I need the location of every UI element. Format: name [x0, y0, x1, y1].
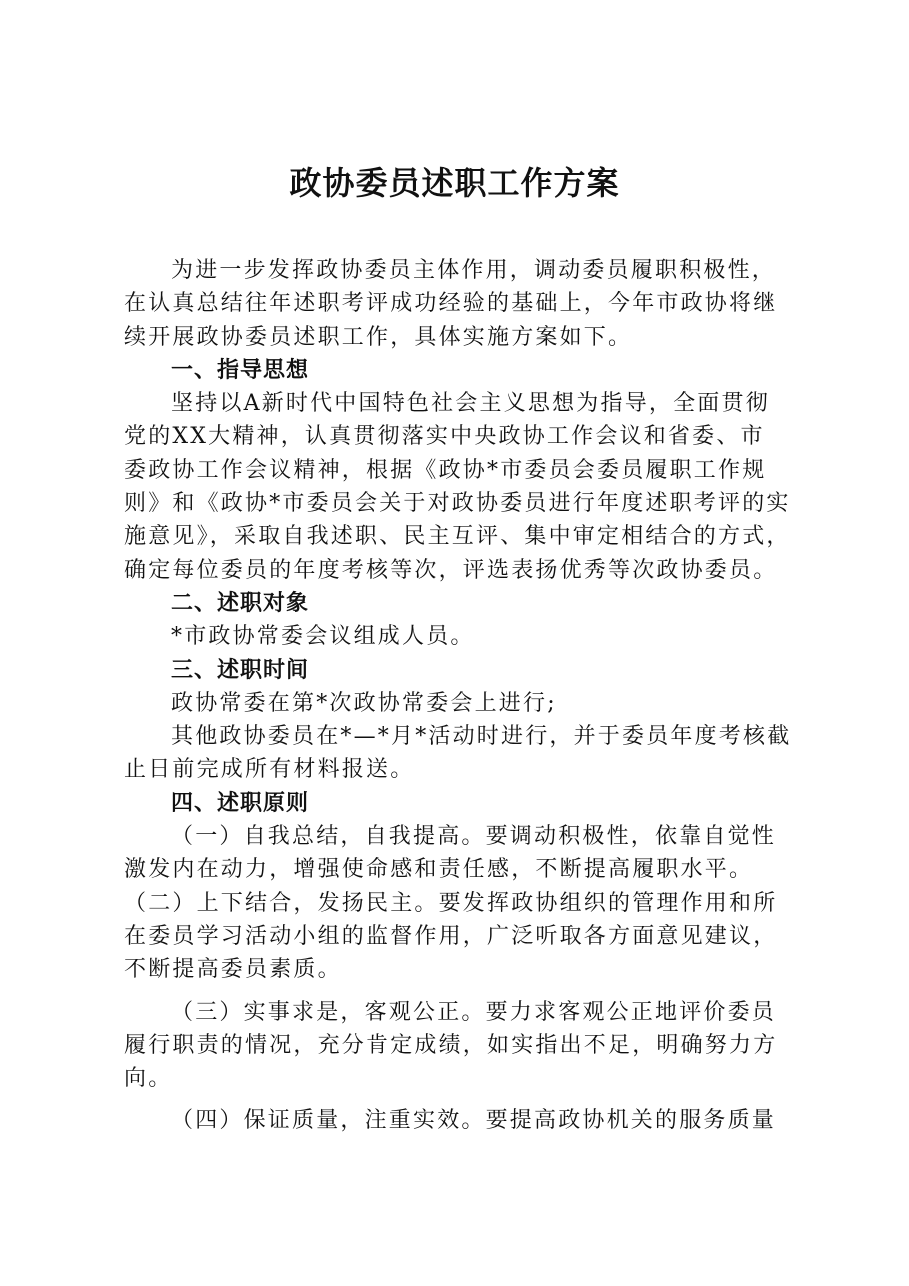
text-line: 履行职责的情况，充分肯定成绩，如实指出不足，明确努力方 [124, 1032, 778, 1058]
paragraph-gap [124, 1095, 810, 1104]
text-line: 为进一步发挥政协委员主体作用，调动委员履职积极性， [171, 258, 777, 283]
text-line: （一）自我总结，自我提高。要调动积极性，依靠自觉性 [171, 824, 777, 850]
text-line: *市政协常委会议组成人员。 [171, 624, 475, 650]
text-line: 政协常委在第*次政协常委会上进行; [171, 690, 557, 716]
text-line: （三）实事求是，客观公正。要力求客观公正地评价委员 [171, 999, 777, 1025]
text-line: 不断提高委员素质。 [124, 957, 342, 983]
paragraph-gap [124, 987, 810, 996]
section-heading: 二、述职对象 [171, 590, 310, 616]
section-heading: 三、述职时间 [171, 657, 310, 683]
text-line: 坚持以A新时代中国特色社会主义思想为指导，全面贯彻 [171, 391, 770, 417]
text-line: 激发内在动力，增强使命感和责任感，不断提高履职水平。 [124, 857, 754, 883]
text-line: 委政协工作会议精神，根据《政协*市委员会委员履职工作规 [124, 457, 767, 483]
text-line: 党的XX大精神，认真贯彻落实中央政协工作会议和省委、市 [124, 424, 765, 450]
text-line: 续开展政协委员述职工作，具体实施方案如下。 [124, 324, 633, 350]
section-heading: 一、指导思想 [171, 357, 310, 383]
text-line: 确定每位委员的年度考核等次，评选表扬优秀等次政协委员。 [124, 557, 778, 583]
text-line: （二）上下结合，发扬民主。要发挥政协组织的管理作用和所 [124, 890, 778, 916]
text-line: 其他政协委员在*—*月*活动时进行，并于委员年度考核截 [171, 724, 792, 750]
document-title: 政协委员述职工作方案 [289, 164, 620, 202]
text-line: 止日前完成所有材料报送。 [124, 757, 415, 783]
section-heading: 四、述职原则 [171, 790, 310, 816]
text-line: 在认真总结往年述职考评成功经验的基础上，今年市政协将继 [124, 291, 778, 317]
document-body [124, 254, 810, 1138]
text-line: 施意见》，采取自我述职、民主互评、集中审定相结合的方式， [124, 524, 791, 550]
text-line: （四）保证质量，注重实效。要提高政协机关的服务质量 [171, 1108, 777, 1134]
text-line: 在委员学习活动小组的监督作用，广泛听取各方面意见建议， [124, 923, 778, 949]
text-line: 向。 [124, 1066, 173, 1092]
text-line: 则》和《政协*市委员会关于对政协委员进行年度述职考评的实 [124, 491, 791, 517]
